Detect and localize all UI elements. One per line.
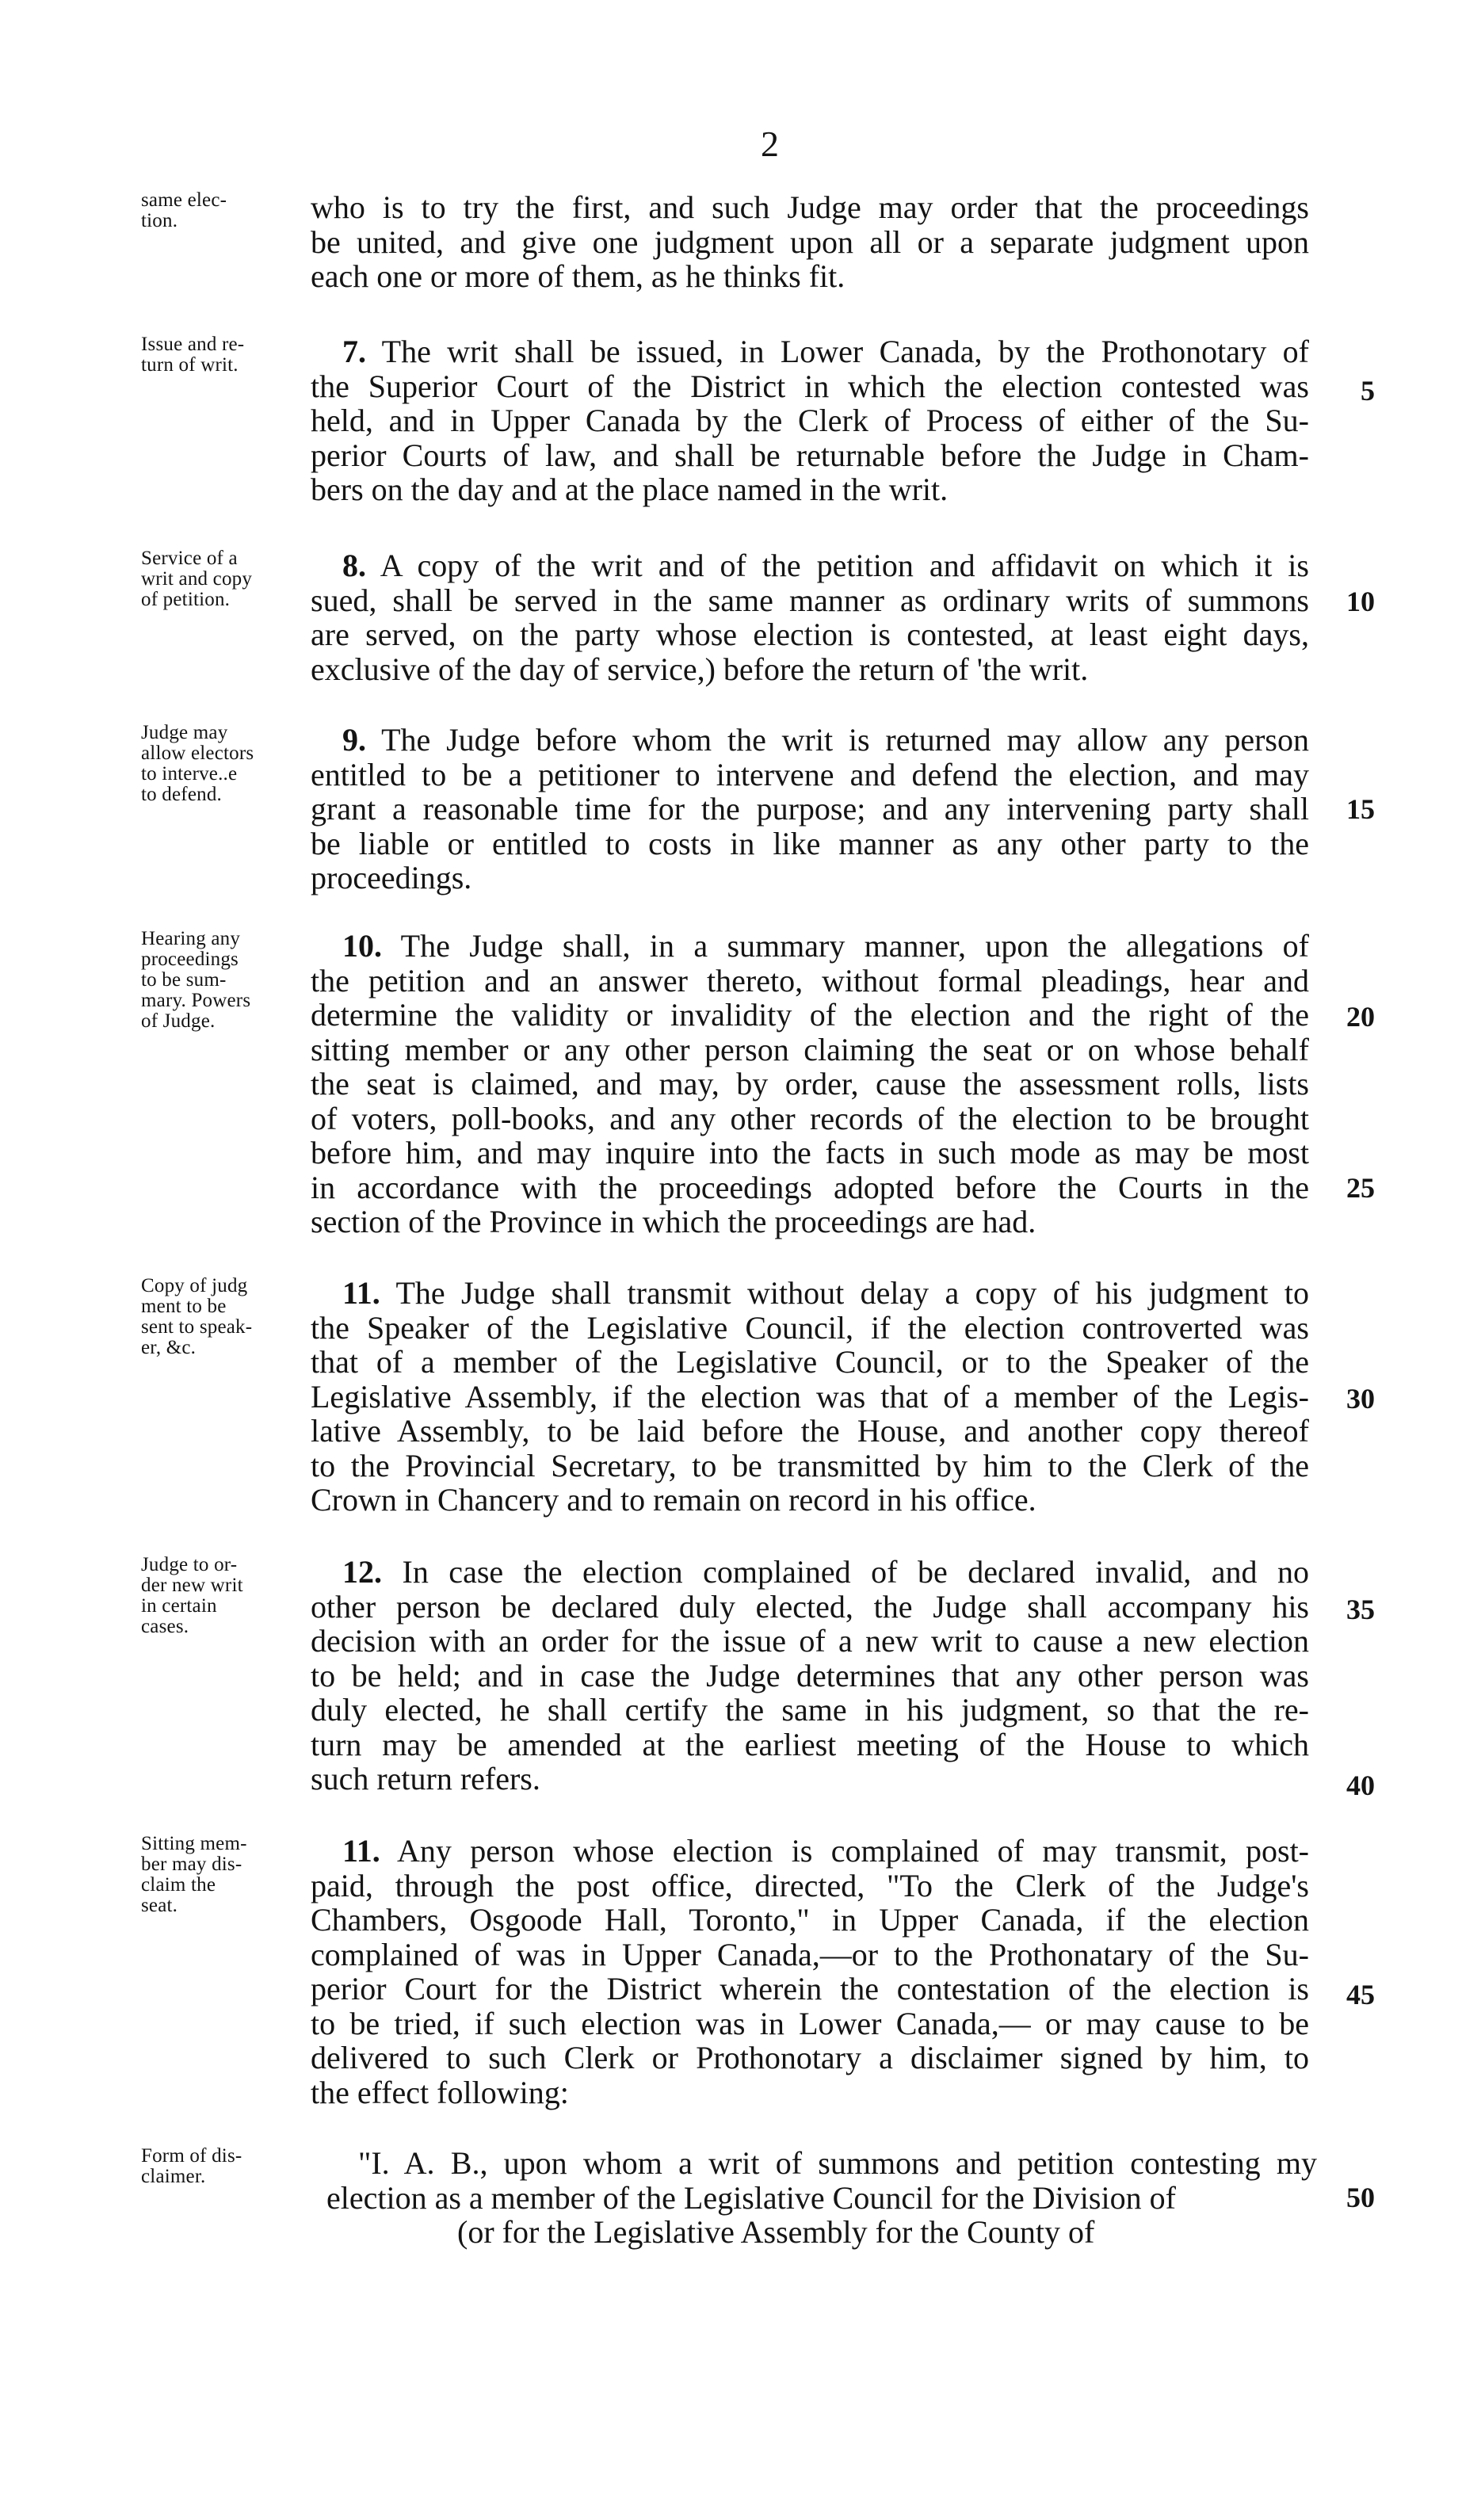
- body-line: Chambers, Osgoode Hall, Toronto," in Upper Canada, if the election: [311, 1902, 1309, 1938]
- marginal-line: claimer.: [141, 2166, 206, 2187]
- line-number: 25: [1346, 1172, 1375, 1204]
- body-line: that of a member of the Legislative Council, or to the Speaker of the: [311, 1344, 1309, 1380]
- body-line: the effect following:: [311, 2074, 569, 2110]
- section-body: [311, 1276, 1309, 1518]
- body-line-text: The Judge shall transmit without delay a copy of his judgment to: [395, 1275, 1310, 1311]
- body-line: of voters, poll-books, and any other records of the election to be brought: [311, 1100, 1309, 1136]
- marginal-line: der new writ: [141, 1575, 243, 1596]
- marginal-note: [141, 723, 314, 805]
- body-line: to be held; and in case the Judge determines that any other person was: [311, 1657, 1309, 1693]
- body-line: [311, 1834, 1309, 1869]
- body-line: [311, 723, 1309, 758]
- body-line-text: A copy of the writ and of the petition and affidavit on which it is: [380, 548, 1309, 583]
- body-line-text: In case the election complained of be declared invalid, and no: [402, 1554, 1310, 1590]
- body-line: be united, and give one judgment upon all or a separate judgment upon: [311, 223, 1309, 260]
- section-number: 11.: [342, 1275, 380, 1311]
- body-line: the petition and an answer thereto, without formal pleadings, hear and: [311, 962, 1309, 998]
- body-line: duly elected, he shall certify the same in his judgment, so that the re-: [311, 1692, 1309, 1728]
- body-line: grant a reasonable time for the purpose; and any intervening party shall: [311, 791, 1309, 827]
- line-number: 20: [1346, 1001, 1375, 1033]
- marginal-line: mary. Powers: [141, 990, 251, 1011]
- line-number: 50: [1346, 2182, 1375, 2213]
- marginal-line: writ and copy: [141, 568, 253, 590]
- marginal-line: seat.: [141, 1895, 178, 1916]
- body-line: complained of was in Upper Canada,—or to the Prothonatary of the Su-: [311, 1936, 1309, 1972]
- line-number: 30: [1346, 1383, 1375, 1415]
- section-body: [311, 190, 1309, 294]
- marginal-note: [141, 2146, 314, 2187]
- marginal-line: of petition.: [141, 589, 231, 610]
- line-number: 5: [1361, 375, 1375, 407]
- body-line: the Speaker of the Legislative Council, if the election controverted was: [311, 1309, 1309, 1346]
- body-line: before him, and may inquire into the facts in such mode as may be most: [311, 1135, 1309, 1170]
- marginal-line: Service of a: [141, 548, 238, 569]
- marginal-note: [141, 1834, 314, 1916]
- body-line: in accordance with the proceedings adopted before the Courts in the: [311, 1169, 1309, 1205]
- body-line: are served, on the party whose election is contested, at least eight days,: [311, 617, 1309, 652]
- body-line: paid, through the post office, directed, "To the Clerk of the Judge's: [311, 1867, 1309, 1903]
- section-body: [311, 1555, 1309, 1796]
- body-line: such return refers.: [311, 1761, 540, 1796]
- marginal-line: turn of writ.: [141, 354, 239, 376]
- line-number: 45: [1346, 1979, 1375, 2010]
- section-number: 7.: [342, 334, 366, 369]
- marginal-note: [141, 1276, 314, 1358]
- marginal-line: proceedings: [141, 949, 239, 970]
- body-line: Crown in Chancery and to remain on record in his office.: [311, 1482, 1036, 1518]
- marginal-note: [141, 1555, 314, 1637]
- marginal-line: sent to speak-: [141, 1316, 253, 1338]
- section-number: 9.: [342, 722, 366, 758]
- body-line: perior Courts of law, and shall be returnable before the Judge in Cham-: [311, 437, 1309, 473]
- body-line: sitting member or any other person claiming the seat or on whose behalf: [311, 1031, 1309, 1067]
- marginal-line: to interve..e: [141, 763, 238, 785]
- marginal-line: ment to be: [141, 1296, 227, 1317]
- line-number: 40: [1346, 1770, 1375, 1801]
- section-body: [311, 334, 1309, 507]
- body-line: each one or more of them, as he thinks fit.: [311, 258, 846, 294]
- section-number: 8.: [342, 548, 366, 583]
- section-body: [311, 548, 1309, 686]
- body-line: election as a member of the Legislative Council for the Division of: [326, 2179, 1176, 2216]
- body-line: Legislative Assembly, if the election was that of a member of the Legis-: [311, 1378, 1309, 1415]
- body-line: [311, 334, 1309, 369]
- section-body: [311, 929, 1309, 1239]
- page-number: 2: [761, 124, 779, 164]
- body-line: lative Assembly, to be laid before the House, and another copy thereof: [311, 1413, 1309, 1449]
- body-line: sued, shall be served in the same manner as ordinary writs of summons: [311, 582, 1309, 618]
- body-line: proceedings.: [311, 860, 472, 895]
- body-line: determine the validity or invalidity of the election and the right of the: [311, 997, 1309, 1033]
- body-line: the Superior Court of the District in which the election contested was: [311, 368, 1309, 404]
- body-line-text: (or for the Legislative Assembly for the County of: [457, 2214, 1095, 2250]
- line-number: 15: [1346, 793, 1375, 825]
- marginal-line: Judge may: [141, 722, 228, 743]
- body-line-text: Any person whose election is complained of may transmit, post-: [396, 1833, 1310, 1869]
- marginal-line: Hearing any: [141, 928, 241, 949]
- marginal-line: Sitting mem-: [141, 1833, 247, 1854]
- section-body: [311, 723, 1309, 895]
- marginal-line: er, &c.: [141, 1337, 197, 1358]
- marginal-note: [141, 929, 314, 1032]
- section-body: [311, 1834, 1309, 2110]
- marginal-line: Issue and re-: [141, 334, 245, 355]
- marginal-line: to be sum-: [141, 969, 227, 991]
- line-number: 35: [1346, 1594, 1375, 1625]
- marginal-line: ber may dis-: [141, 1854, 242, 1875]
- body-line: [311, 1276, 1309, 1311]
- body-line: entitled to be a petitioner to intervene and defend the election, and may: [311, 756, 1309, 792]
- body-line: other person be declared duly elected, the Judge shall accompany his: [311, 1588, 1309, 1625]
- body-line-text: The Judge before whom the writ is returned may allow any person: [381, 722, 1310, 758]
- line-number: 10: [1346, 586, 1375, 617]
- body-line: [311, 929, 1309, 964]
- marginal-note: [141, 190, 314, 231]
- marginal-line: to defend.: [141, 784, 222, 805]
- body-line: exclusive of the day of service,) before the return of 'the writ.: [311, 651, 1089, 687]
- body-line: delivered to such Clerk or Prothonotary a disclaimer signed by him, to: [311, 2040, 1309, 2075]
- marginal-line: cases.: [141, 1616, 189, 1637]
- body-line: turn may be amended at the earliest meeting of the House to which: [311, 1726, 1309, 1762]
- body-line: [311, 548, 1309, 583]
- marginal-line: in certain: [141, 1595, 217, 1617]
- marginal-line: Judge to or-: [141, 1554, 238, 1575]
- marginal-line: tion.: [141, 210, 178, 231]
- body-line: [311, 1555, 1309, 1590]
- section-body: [326, 2146, 1317, 2250]
- marginal-line: of Judge.: [141, 1010, 216, 1032]
- body-line-text: The Judge shall, in a summary manner, upon the allegations of: [400, 928, 1309, 964]
- section-number: 12.: [342, 1554, 382, 1590]
- body-line: perior Court for the District wherein the contestation of the election is: [311, 1971, 1309, 2006]
- body-line: section of the Province in which the proceedings are had.: [311, 1204, 1036, 1239]
- body-line: who is to try the first, and such Judge may order that the proceedings: [311, 189, 1309, 225]
- marginal-line: claim the: [141, 1874, 216, 1896]
- marginal-note: [141, 548, 314, 610]
- body-line: "I. A. B., upon whom a writ of summons and petition contesting my: [358, 2145, 1317, 2181]
- section-number: 11.: [342, 1833, 380, 1869]
- body-line: held, and in Upper Canada by the Clerk of Process of either of the Su-: [311, 403, 1309, 438]
- body-line-text: The writ shall be issued, in Lower Canada, by the Prothonotary of: [381, 334, 1309, 369]
- marginal-line: Form of dis-: [141, 2145, 242, 2167]
- body-line: bers on the day and at the place named in the writ.: [311, 472, 949, 507]
- marginal-note: [141, 334, 314, 376]
- section-number: 10.: [342, 928, 382, 964]
- marginal-line: Copy of judg: [141, 1275, 248, 1296]
- body-line: [326, 2215, 1317, 2250]
- body-line: to the Provincial Secretary, to be transmitted by him to the Clerk of the: [311, 1447, 1309, 1483]
- body-line: decision with an order for the issue of a new writ to cause a new election: [311, 1623, 1309, 1659]
- marginal-line: same elec-: [141, 189, 227, 211]
- marginal-line: allow electors: [141, 743, 254, 764]
- body-line: be liable or entitled to costs in like manner as any other party to the: [311, 825, 1309, 861]
- body-line: to be tried, if such election was in Lower Canada,— or may cause to be: [311, 2005, 1309, 2041]
- body-line: the seat is claimed, and may, by order, cause the assessment rolls, lists: [311, 1066, 1309, 1102]
